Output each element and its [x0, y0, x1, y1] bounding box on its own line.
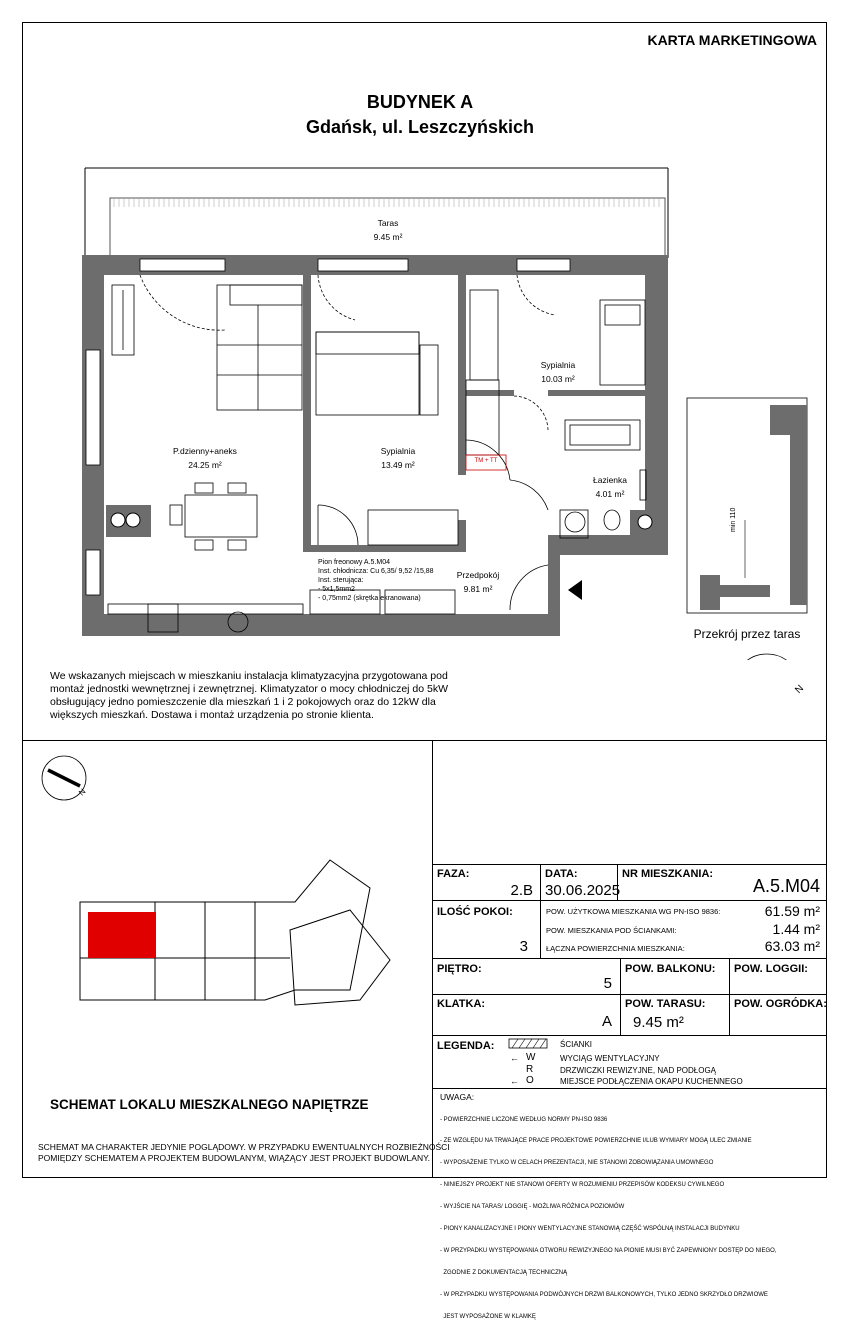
hatch-icon: [508, 1038, 548, 1050]
uwaga-title: UWAGA:: [440, 1092, 475, 1102]
schema-disclaimer: SCHEMAT MA CHARAKTER JEDYNIE POGLĄDOWY. W PRZYPADKU EWENTUALNYCH ROZBIEŻNOŚCI POMIĘDZY SCHEMATEM A PROJEKTEM BUDOWLANYM, WIĄŻĄCY JEST PROJEKT BUDOWLANY.: [38, 1142, 450, 1163]
building-name: BUDYNEK A: [366, 92, 474, 112]
nr-value: A.5.M04: [752, 876, 820, 896]
klatka-value: A: [601, 1013, 612, 1030]
section-label: Przekrój przez taras: [693, 627, 801, 641]
legend-title: LEGENDA:: [437, 1040, 495, 1052]
room-hall-area: 9.81 m²: [463, 584, 493, 594]
taras-label: POW. TARASU:: [625, 998, 706, 1010]
room-bedroom1-name: Sypialnia: [380, 446, 416, 456]
room-hall-name: Przedpokój: [456, 570, 500, 580]
pietro-label: PIĘTRO:: [437, 963, 482, 975]
unit-highlight: [88, 912, 156, 958]
legend-revision: DRZWICZKI REWIZYJNE, NAD PODŁOGĄ: [560, 1066, 717, 1075]
taras-value: 9.45 m²: [633, 1014, 684, 1031]
area-total-label: ŁĄCZNA POWIERZCHNIA MIESZKANIA:: [546, 944, 685, 953]
north-label: N: [793, 683, 807, 696]
room-terrace-name: Taras: [377, 218, 399, 228]
pietro-value: 5: [603, 975, 612, 992]
legend-r-symbol: R: [526, 1064, 534, 1075]
entrance-arrow: [568, 580, 582, 600]
data-label: DATA:: [545, 868, 578, 880]
room-living-area: 24.25 m²: [188, 460, 222, 470]
legend-w-icon: ←: [510, 1053, 519, 1063]
building-schema: [60, 840, 400, 1020]
balkon-label: POW. BALKONU:: [625, 963, 716, 975]
room-bathroom-name: Łazienka: [592, 475, 628, 485]
area-under-walls-label: POW. MIESZKANIA POD ŚCIANKAMI:: [546, 926, 677, 935]
legend-vent: WYCIĄG WENTYLACYJNY: [560, 1054, 660, 1063]
pion-notes: Pion freonowy A.5.M04 Inst. chłodnicza: Cu 6,35/ 9,52 /15,88 Inst. sterująca: - 5x1,5mm2 - 0,75mm2 (skrętka ekranowana): [318, 559, 434, 602]
card-title: KARTA MARKETINGOWA: [647, 32, 817, 48]
ogrodek-label: POW. OGRÓDKA:: [734, 998, 827, 1010]
tm-tt-label: TM + TT: [474, 458, 498, 464]
room-bathroom-area: 4.01 m²: [595, 489, 625, 499]
area-usable-value: 61.59 m²: [764, 903, 820, 919]
pokoi-label: ILOŚĆ POKOI:: [437, 906, 513, 918]
schema-title: SCHEMAT LOKALU MIESZKALNEGO NAPIĘTRZE: [50, 1097, 369, 1112]
min-height-label: min 110: [730, 507, 737, 532]
room-bedroom1-area: 13.49 m²: [381, 460, 415, 470]
legend-o-icon: ←: [510, 1076, 519, 1086]
area-under-walls-value: 1.44 m²: [772, 921, 820, 937]
area-total-value: 63.03 m²: [764, 938, 820, 954]
room-bedroom2-name: Sypialnia: [540, 360, 576, 370]
nr-label: NR MIESZKANIA:: [622, 868, 714, 880]
klatka-label: KLATKA:: [437, 998, 486, 1010]
compass-icon: [733, 654, 801, 660]
building-address: Gdańsk, ul. Leszczyńskich: [305, 117, 535, 137]
pokoi-value: 3: [519, 938, 528, 955]
loggia-label: POW. LOGGII:: [734, 963, 808, 975]
faza-value: 2.B: [510, 882, 533, 899]
compass-icon-small: [30, 748, 100, 808]
ac-note: We wskazanych miejscach w mieszkaniu instalacja klimatyzacyjna przygotowana pod montaż jednostki wewnętrznej i zewnętrznej. Klimatyzator o mocy chłodniczej do 5kW obsługujący jedno pomieszczenie dla mieszkań 1 i 2 pokojowych oraz do 12kW dla większych mieszkań. Dostawa i montaż urządzenia po stronie klienta.: [50, 670, 449, 721]
svg-text:N: N: [77, 786, 88, 798]
legend-walls: ŚCIANKI: [560, 1040, 593, 1049]
data-value: 30.06.2025: [545, 882, 621, 899]
room-living-name: P.dzienny+aneks: [173, 446, 237, 456]
room-terrace-area: 9.45 m²: [373, 232, 403, 242]
legend-o-symbol: O: [526, 1075, 534, 1086]
legend-w-symbol: W: [526, 1052, 536, 1063]
legend-hood: MIEJSCE PODŁĄCZENIA OKAPU KUCHENNEGO: [560, 1077, 743, 1086]
faza-label: FAZA:: [437, 868, 470, 880]
area-usable-label: POW. UŻYTKOWA MIESZKANIA WG PN-ISO 9836:: [546, 907, 721, 916]
uwaga-list: - POWIERZCHNIE LICZONE WEDŁUG NORMY PN-ISO 9836 - ZE WZGLĘDU NA TRWAJĄCE PRACE PROJEKTOWE POWIERZCHNIE I/LUB WYMIARY MOGĄ ULEC ZMIANIE - WYPOSAŻENIE TYLKO W CELACH PREZENTACJI, NIE STANOWI ZOBOWIĄZANIA UMOWNEGO - NINIEJSZY PROJEKT NIE STANOWI OFERTY W ROZUMIENIU PRZEPISÓW KODEKSU CYWILNEGO - WYJŚCIE NA TARAS/ LOGGIĘ - MOŻLIWA RÓŻNICA POZIOMÓW - PIONY KANALIZACYJNE I PIONY WENTYLACYJNE STANOWIĄ CZĘŚĆ WSPÓLNĄ INSTALACJI BUDYNKU - W PRZYPADKU WYSTĘPOWANIA OTWORU REWIZYJNEGO NA PIONIE MUSI BYĆ ZAPEWNIONY DOSTĘP DO NIEGO, ZGODNIE Z DOKUMENTACJĄ TECHNICZNĄ - W PRZYPADKU WYSTĘPOWANIA PODWÓJNYCH DRZWI BALKONOWYCH, TYLKO JEDNO SKRZYDŁO DRZWIOWE JEST WYPOSAŻONE W KLAMKĘ: [440, 1116, 777, 1320]
room-bedroom2-area: 10.03 m²: [541, 374, 575, 384]
